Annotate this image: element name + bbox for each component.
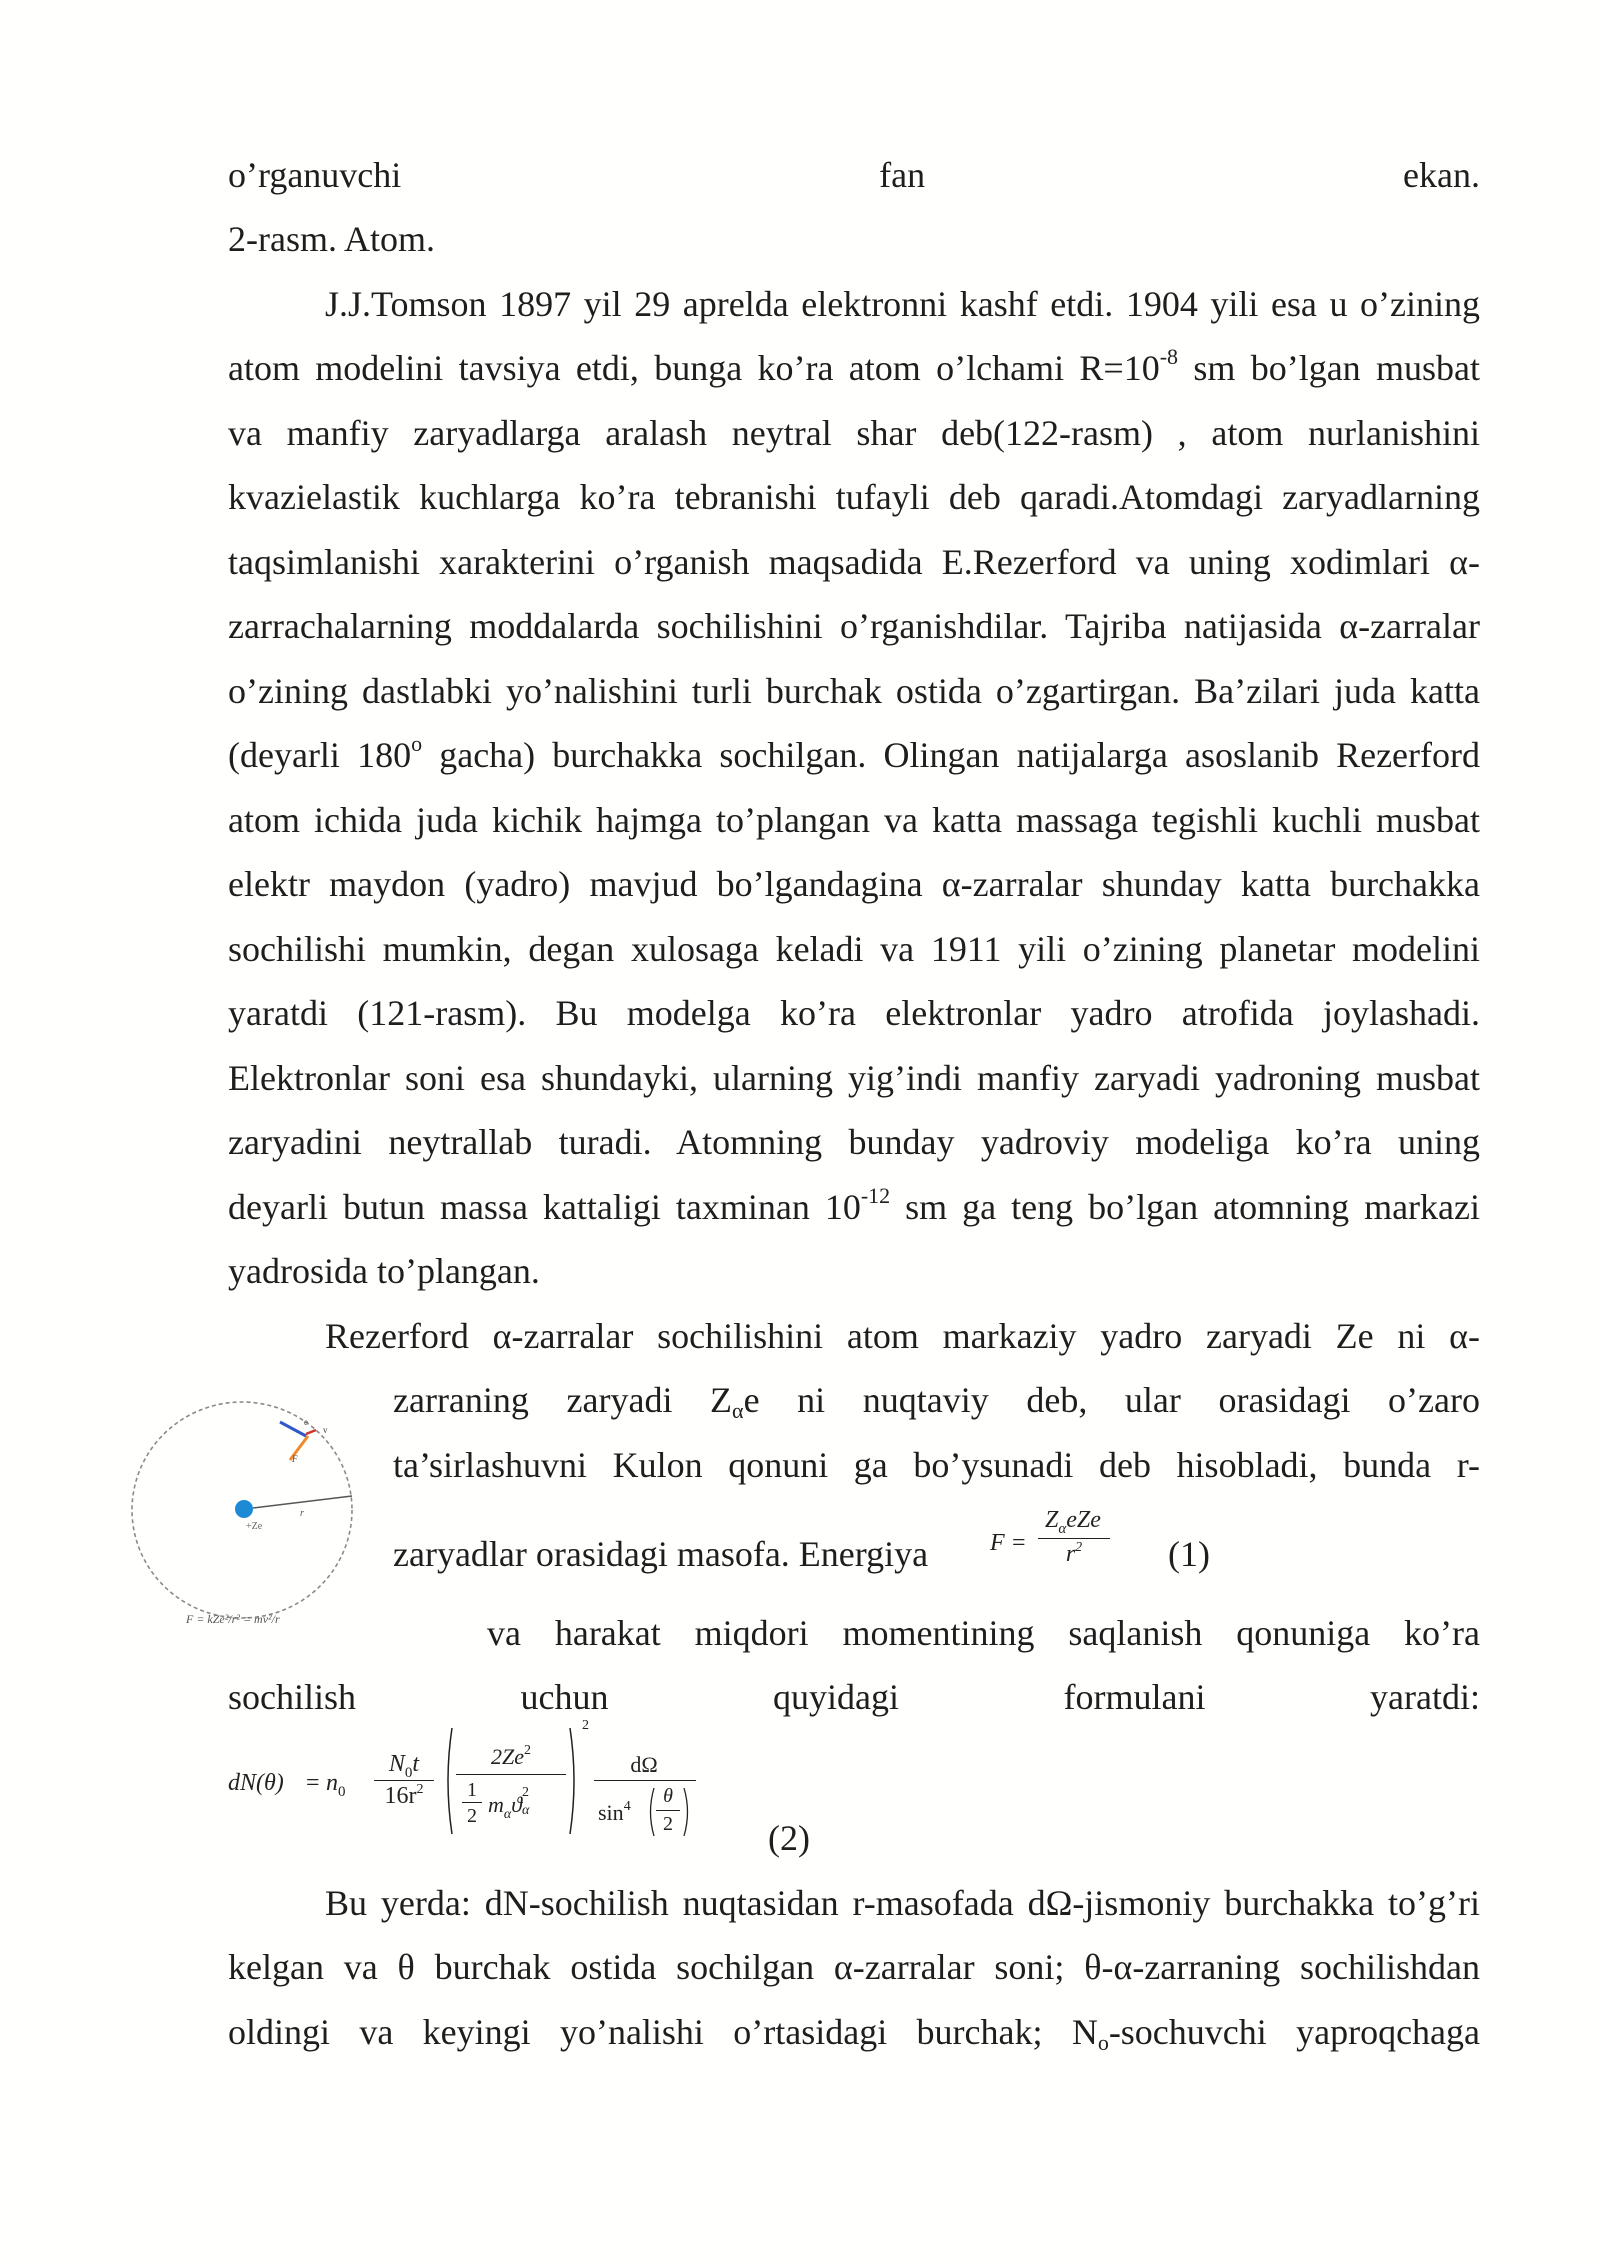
paragraph-line: va harakat miqdori momentining saqlanish qonuniga ko’ra <box>487 1613 1480 1653</box>
paragraph-line: yadrosida to’plangan. <box>228 1251 540 1291</box>
word: ekan. <box>1403 155 1480 195</box>
paragraph-line: zaryadini neytrallab turadi. Atomning bunday yadroviy modeliga ko’ra uning <box>228 1122 1480 1162</box>
paragraph-line: (deyarli 180$^o$ gacha) burchakka sochilgan. Olingan natijalarga asoslanib Rezerford <box>228 731 1480 775</box>
radius-line <box>253 1496 352 1508</box>
word: o’rganuvchi <box>228 155 402 195</box>
fraction-bar <box>656 1810 680 1811</box>
fraction-bar <box>1038 1538 1110 1539</box>
paragraph-line: va manfiy zaryadlarga aralash neytral shar deb(122-rasm) , atom nurlanishini <box>228 413 1480 453</box>
paragraph-line: yaratdi (121-rasm). Bu modelga ko’ra elektronlar yadro atrofida joylashadi. <box>228 993 1480 1033</box>
left-paren <box>646 1786 656 1838</box>
paragraph-line: elektr maydon (yadro) mavjud bo’lgandagina α-zarralar shunday katta burchakka <box>228 864 1480 904</box>
force-label: F <box>292 1454 298 1464</box>
fraction-bar <box>456 1774 566 1775</box>
paragraph-line: zaryadlar orasidagi masofa. Energiya <box>393 1534 929 1574</box>
word: fan <box>879 155 926 195</box>
right-paren <box>682 1786 692 1838</box>
nucleus-icon <box>235 1500 253 1518</box>
fraction-bar <box>594 1780 696 1781</box>
nucleus-label: +Ze <box>246 1521 263 1532</box>
paragraph-line: sochilishi mumkin, degan xulosaga keladi va 1911 yili o’zining planetar modelini <box>228 929 1480 969</box>
equation-2-number: (2) <box>768 1818 810 1858</box>
left-bracket <box>442 1726 454 1836</box>
paragraph-line: o’zining dastlabki yo’nalishini turli burchak ostida o’zgartirgan. Ba’zilari juda katta <box>228 671 1480 711</box>
paragraph-line: atom modelini tavsiya etdi, bunga ko’ra atom o’lchami $R=10^{-8}$ sm bo’lgan musbat <box>228 344 1480 388</box>
paragraph-line: Bu yerda: dN-sochilish nuqtasidan r-masofada dΩ-jismoniy burchakka to’g’ri <box>325 1883 1480 1923</box>
velocity-label: v <box>323 1425 328 1435</box>
velocity-arrow <box>306 1430 316 1434</box>
paragraph-line: ta’sirlashuvni Kulon qonuni ga bo’ysunadi deb hisobladi, bunda r- <box>393 1445 1480 1485</box>
atom-model-figure <box>120 1400 360 1640</box>
figure-formula: F = kZe²/r² = mv²/r <box>186 1612 280 1626</box>
paragraph-line: deyarli butun massa kattaligi taxminan $10^{-12}$ sm ga teng bo’lgan atomning markazi <box>228 1183 1480 1227</box>
equation-2: dN(θ) = $n_0$ $N_0t$ $16r^2$ 2Ze$^2$ 1 2 $m_\alpha ϑ$ 2 α 2 dΩ $\sin^4$ θ 2 <box>228 1718 708 1848</box>
electron-arrow <box>280 1422 306 1436</box>
paragraph-line: zarrachalarning moddalarda sochilishini o’rganishdilar. Tajriba natijasida α-zarralar <box>228 606 1480 646</box>
paragraph-line: taqsimlanishi xarakterini o’rganish maqsadida E.Rezerford va uning xodimlari α- <box>228 542 1480 582</box>
paragraph-line: kelgan va θ burchak ostida sochilgan α-zarralar soni; θ-α-zarraning sochilishdan <box>228 1947 1480 1987</box>
paragraph-line: Rezerford α-zarralar sochilishini atom markaziy yadro zaryadi Ze ni α- <box>325 1316 1480 1356</box>
electron-label: e <box>304 1417 308 1427</box>
right-bracket <box>568 1726 580 1836</box>
paragraph-line: Elektronlar soni esa shundayki, ularning yig’indi manfiy zaryadi yadroning musbat <box>228 1058 1480 1098</box>
equation-1: F = $Z_\alpha eZe$ $r^2$ <box>990 1500 1130 1580</box>
paragraph-line: kvazielastik kuchlarga ko’ra tebranishi tufayli deb qaradi.Atomdagi zaryadlarning <box>228 477 1480 517</box>
paragraph-line: atom ichida juda kichik hajmga to’plangan va katta massaga tegishli kuchli musbat <box>228 800 1480 840</box>
fraction-bar <box>462 1802 482 1803</box>
text-line-1 <box>228 155 1480 195</box>
paragraph-line: oldingi va keyingi yo’nalishi o’rtasidagi burchak; $N_o$-sochuvchi yaproqchaga <box>228 2012 1480 2055</box>
radius-label: r <box>300 1508 304 1519</box>
figure-caption: 2-rasm. Atom. <box>228 219 435 259</box>
fraction-bar <box>374 1780 434 1781</box>
paragraph-line: J.J.Tomson 1897 yil 29 aprelda elektronni kashf etdi. 1904 yili esa u o’zining <box>325 284 1480 324</box>
fraction: $Z_\alpha eZe$ <box>1045 1507 1101 1537</box>
paragraph-line: sochilish uchun quyidagi formulani yaratdi: <box>228 1677 1480 1717</box>
paragraph-line: zarraning zaryadi $Z_\alpha e$ ni nuqtaviy deb, ular orasidagi o’zaro <box>393 1380 1480 1423</box>
equation-1-number: (1) <box>1168 1534 1210 1574</box>
